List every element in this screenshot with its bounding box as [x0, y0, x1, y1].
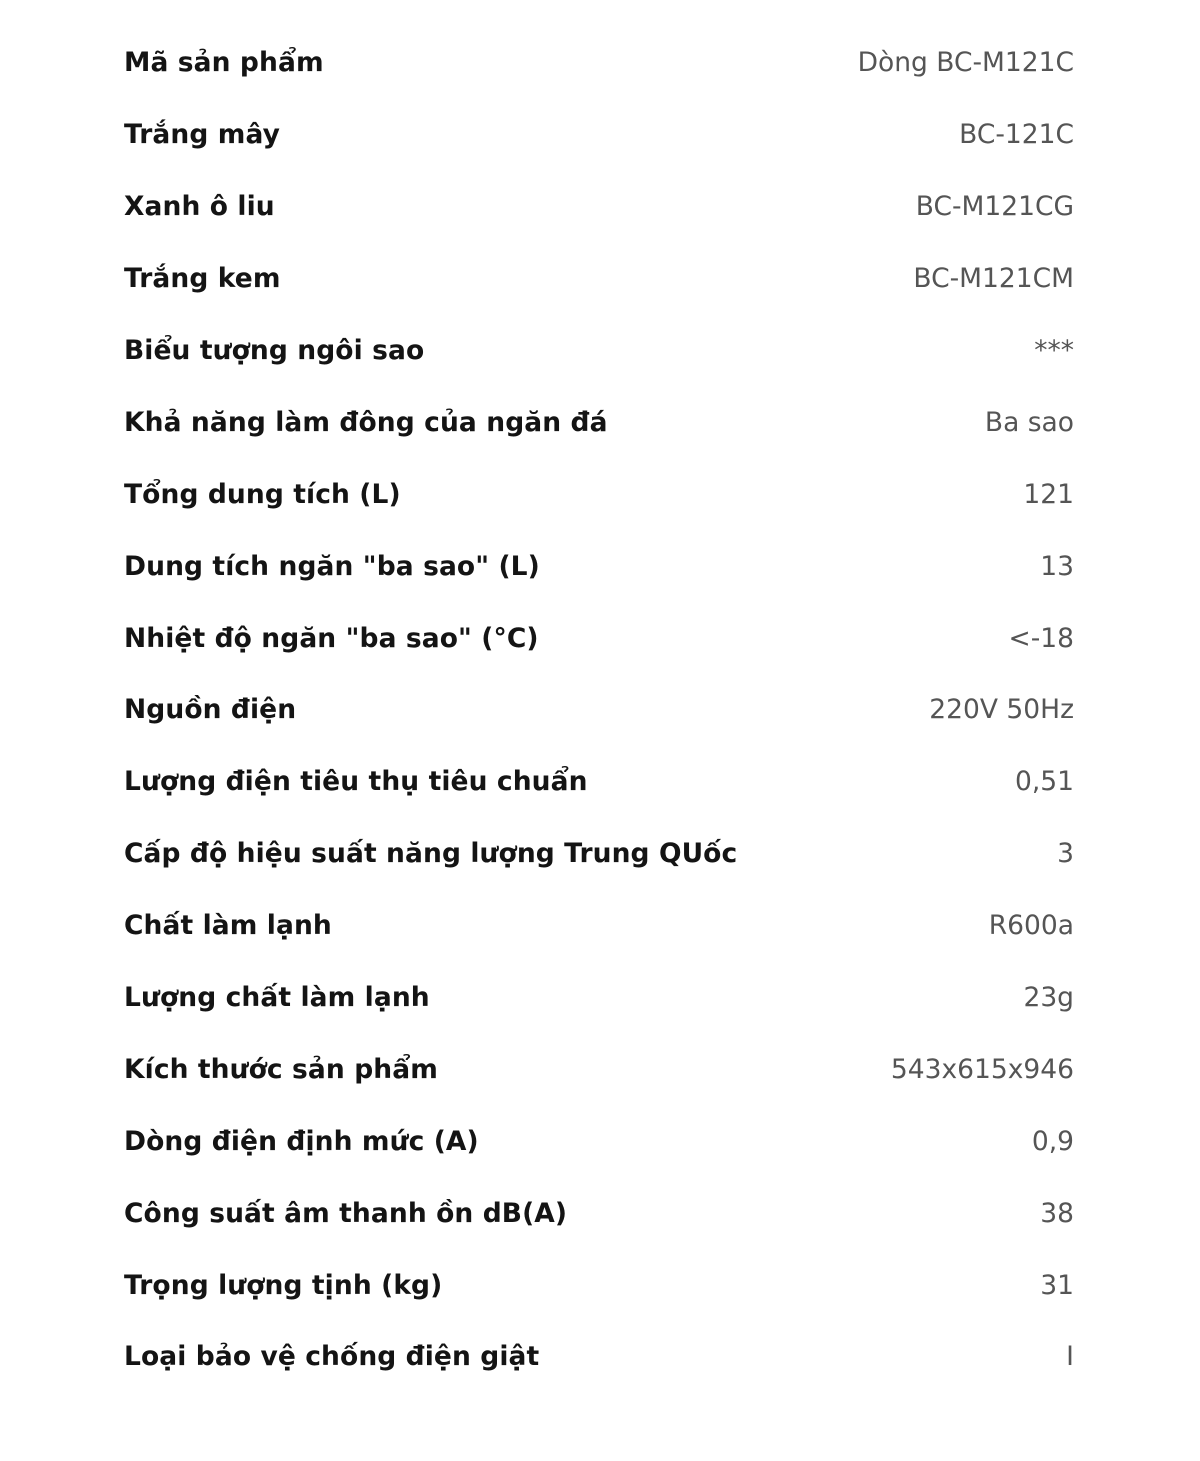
spec-value: 31 — [1040, 1269, 1074, 1301]
spec-value: BC-M121CG — [915, 191, 1074, 223]
spec-row-refrigerant-amount — [124, 962, 1074, 1034]
spec-row-star-symbol — [124, 315, 1074, 387]
spec-label: Công suất âm thanh ồn dB(A) — [124, 1197, 568, 1229]
spec-label: Loại bảo vệ chống điện giật — [124, 1341, 540, 1373]
spec-row-dimensions — [124, 1033, 1074, 1105]
spec-row-three-star-temperature — [124, 602, 1074, 674]
spec-table — [124, 27, 1074, 1393]
spec-value: 0,9 — [1031, 1125, 1074, 1157]
spec-label: Nhiệt độ ngăn "ba sao" (°C) — [124, 622, 539, 654]
spec-value: 220V 50Hz — [929, 694, 1074, 726]
spec-label: Trọng lượng tịnh (kg) — [124, 1269, 443, 1301]
spec-value: Dòng BC-M121C — [857, 47, 1074, 79]
spec-label: Cấp độ hiệu suất năng lượng Trung QUốc — [124, 838, 738, 870]
spec-row-power-supply — [124, 674, 1074, 746]
spec-row-three-star-capacity — [124, 530, 1074, 602]
spec-row-freezing-capacity — [124, 386, 1074, 458]
spec-value: R600a — [988, 910, 1074, 942]
spec-value: 0,51 — [1014, 766, 1074, 798]
spec-row-cloud-white — [124, 99, 1074, 171]
spec-value: 121 — [1023, 478, 1074, 510]
spec-label: Biểu tượng ngôi sao — [124, 335, 425, 366]
spec-row-refrigerant — [124, 890, 1074, 962]
spec-value: 23g — [1023, 982, 1074, 1014]
spec-label: Khả năng làm đông của ngăn đá — [124, 406, 608, 438]
spec-row-olive-green — [124, 171, 1074, 243]
spec-label: Kích thước sản phẩm — [124, 1053, 438, 1085]
spec-label: Chất làm lạnh — [124, 910, 332, 942]
spec-label: Dung tích ngăn "ba sao" (L) — [124, 550, 540, 582]
spec-value: 38 — [1040, 1197, 1074, 1229]
spec-row-rated-current — [124, 1105, 1074, 1177]
spec-row-energy-efficiency — [124, 818, 1074, 890]
spec-label: Lượng chất làm lạnh — [124, 982, 430, 1014]
spec-value: <-18 — [1008, 622, 1074, 654]
spec-row-product-code — [124, 27, 1074, 99]
spec-label: Dòng điện định mức (A) — [124, 1125, 479, 1157]
spec-row-cream-white — [124, 243, 1074, 315]
spec-label: Tổng dung tích (L) — [124, 478, 401, 510]
spec-row-noise-power — [124, 1177, 1074, 1249]
spec-value: Ba sao — [984, 406, 1074, 438]
spec-value: BC-M121CM — [913, 263, 1074, 295]
spec-row-power-consumption — [124, 746, 1074, 818]
spec-value: 3 — [1057, 838, 1074, 870]
spec-row-net-weight — [124, 1249, 1074, 1321]
spec-value: 13 — [1040, 550, 1074, 582]
spec-label: Trắng kem — [124, 263, 281, 295]
spec-value: I — [1066, 1341, 1074, 1373]
spec-row-shock-protection — [124, 1321, 1074, 1393]
spec-value: BC-121C — [959, 119, 1074, 151]
spec-row-total-capacity — [124, 458, 1074, 530]
spec-label: Lượng điện tiêu thụ tiêu chuẩn — [124, 766, 588, 798]
spec-label: Xanh ô liu — [124, 191, 275, 223]
spec-label: Mã sản phẩm — [124, 47, 324, 79]
spec-label: Nguồn điện — [124, 694, 297, 726]
spec-value: *** — [1034, 335, 1074, 366]
spec-label: Trắng mây — [124, 119, 281, 151]
spec-value: 543x615x946 — [890, 1053, 1074, 1085]
